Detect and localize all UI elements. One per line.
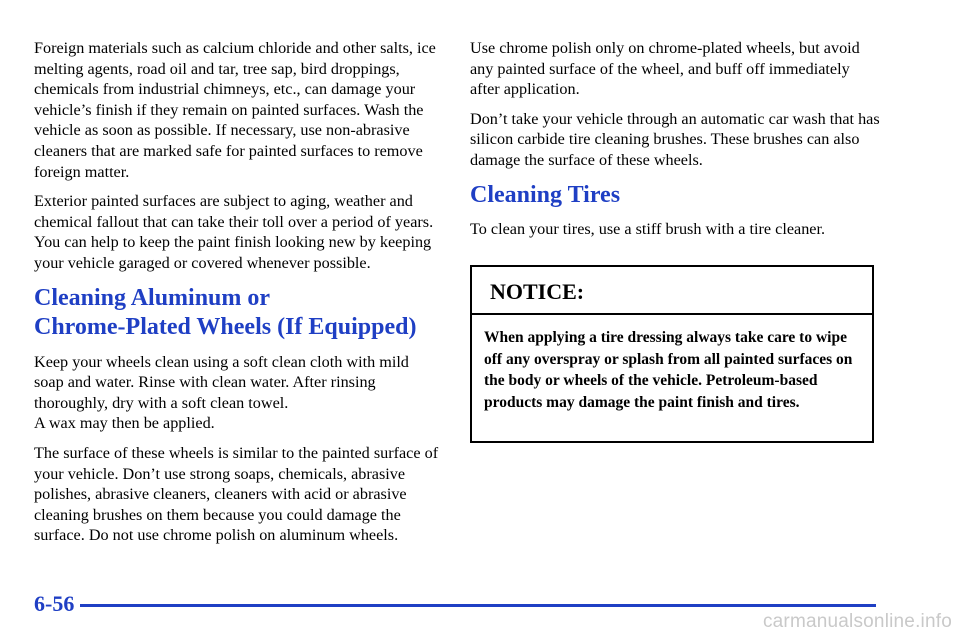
paragraph-clean-tires: To clean your tires, use a stiff brush with a tire cleaner.: [470, 219, 826, 238]
heading-cleaning-wheels-line1: Cleaning Aluminum or: [34, 284, 271, 311]
paragraph-car-wash: Don’t take your vehicle through an automatic car wash that has silicon carbide tire cleaning brushes. These brushes can also damage the surface of these wheels.: [470, 109, 880, 169]
heading-cleaning-wheels: [34, 284, 440, 342]
paragraph-wheel-surface: The surface of these wheels is similar to the painted surface of your vehicle. Don’t use strong soaps, chemicals, abrasive polishes, abrasive cleaners, cleaners with acid or abrasive cleaning brushes on them because you could damage the surface. Do not use chrome polish on aluminum wheels.: [34, 443, 439, 545]
notice-body: When applying a tire dressing always take care to wipe off any overspray or splash from all painted surfaces on the body or wheels of the vehicle. Petroleum‑based products may damage the paint finish and tires.: [484, 329, 853, 411]
notice-box: [470, 265, 874, 443]
watermark: carmanualsonline.info: [762, 611, 952, 632]
paragraph-wax: A wax may then be applied.: [34, 414, 215, 433]
paragraph-exterior-surfaces: Exterior painted surfaces are subject to aging, weather and chemical fallout that can take their toll over a period of years. You can help to keep the paint finish looking new by keeping your vehicle garaged or covered whenever possible.: [34, 192, 434, 272]
footer-rule: [80, 604, 876, 607]
paragraph-keep-wheels-clean-text: Keep your wheels clean using a soft clean cloth with mild soap and water. Rinse with clean water. After rinsing thoroughly, dry with a soft clean towel.: [34, 352, 409, 412]
paragraph-chrome-polish: Use chrome polish only on chrome‑plated wheels, but avoid any painted surface of the wheel, and buff off immediately after application.: [470, 39, 860, 99]
paragraph-foreign-materials: Foreign materials such as calcium chloride and other salts, ice melting agents, road oil and tar, tree sap, bird droppings, chemicals from industrial chimneys, etc., can damage your vehicle’s finish if they remain on painted surfaces. Wash the vehicle as soon as possible. If necessary, use non‑abrasive cleaners that are marked safe for painted surfaces to remove foreign matter.: [34, 39, 436, 181]
left-column: [34, 38, 440, 555]
right-column: [470, 38, 880, 443]
heading-cleaning-wheels-line2: Chrome‑Plated Wheels (If Equipped): [34, 313, 417, 340]
page-number: 6-56: [34, 591, 75, 616]
heading-cleaning-tires: Cleaning Tires: [470, 181, 621, 208]
notice-title: NOTICE:: [472, 267, 872, 315]
paragraph-keep-wheels-clean: [34, 352, 440, 434]
